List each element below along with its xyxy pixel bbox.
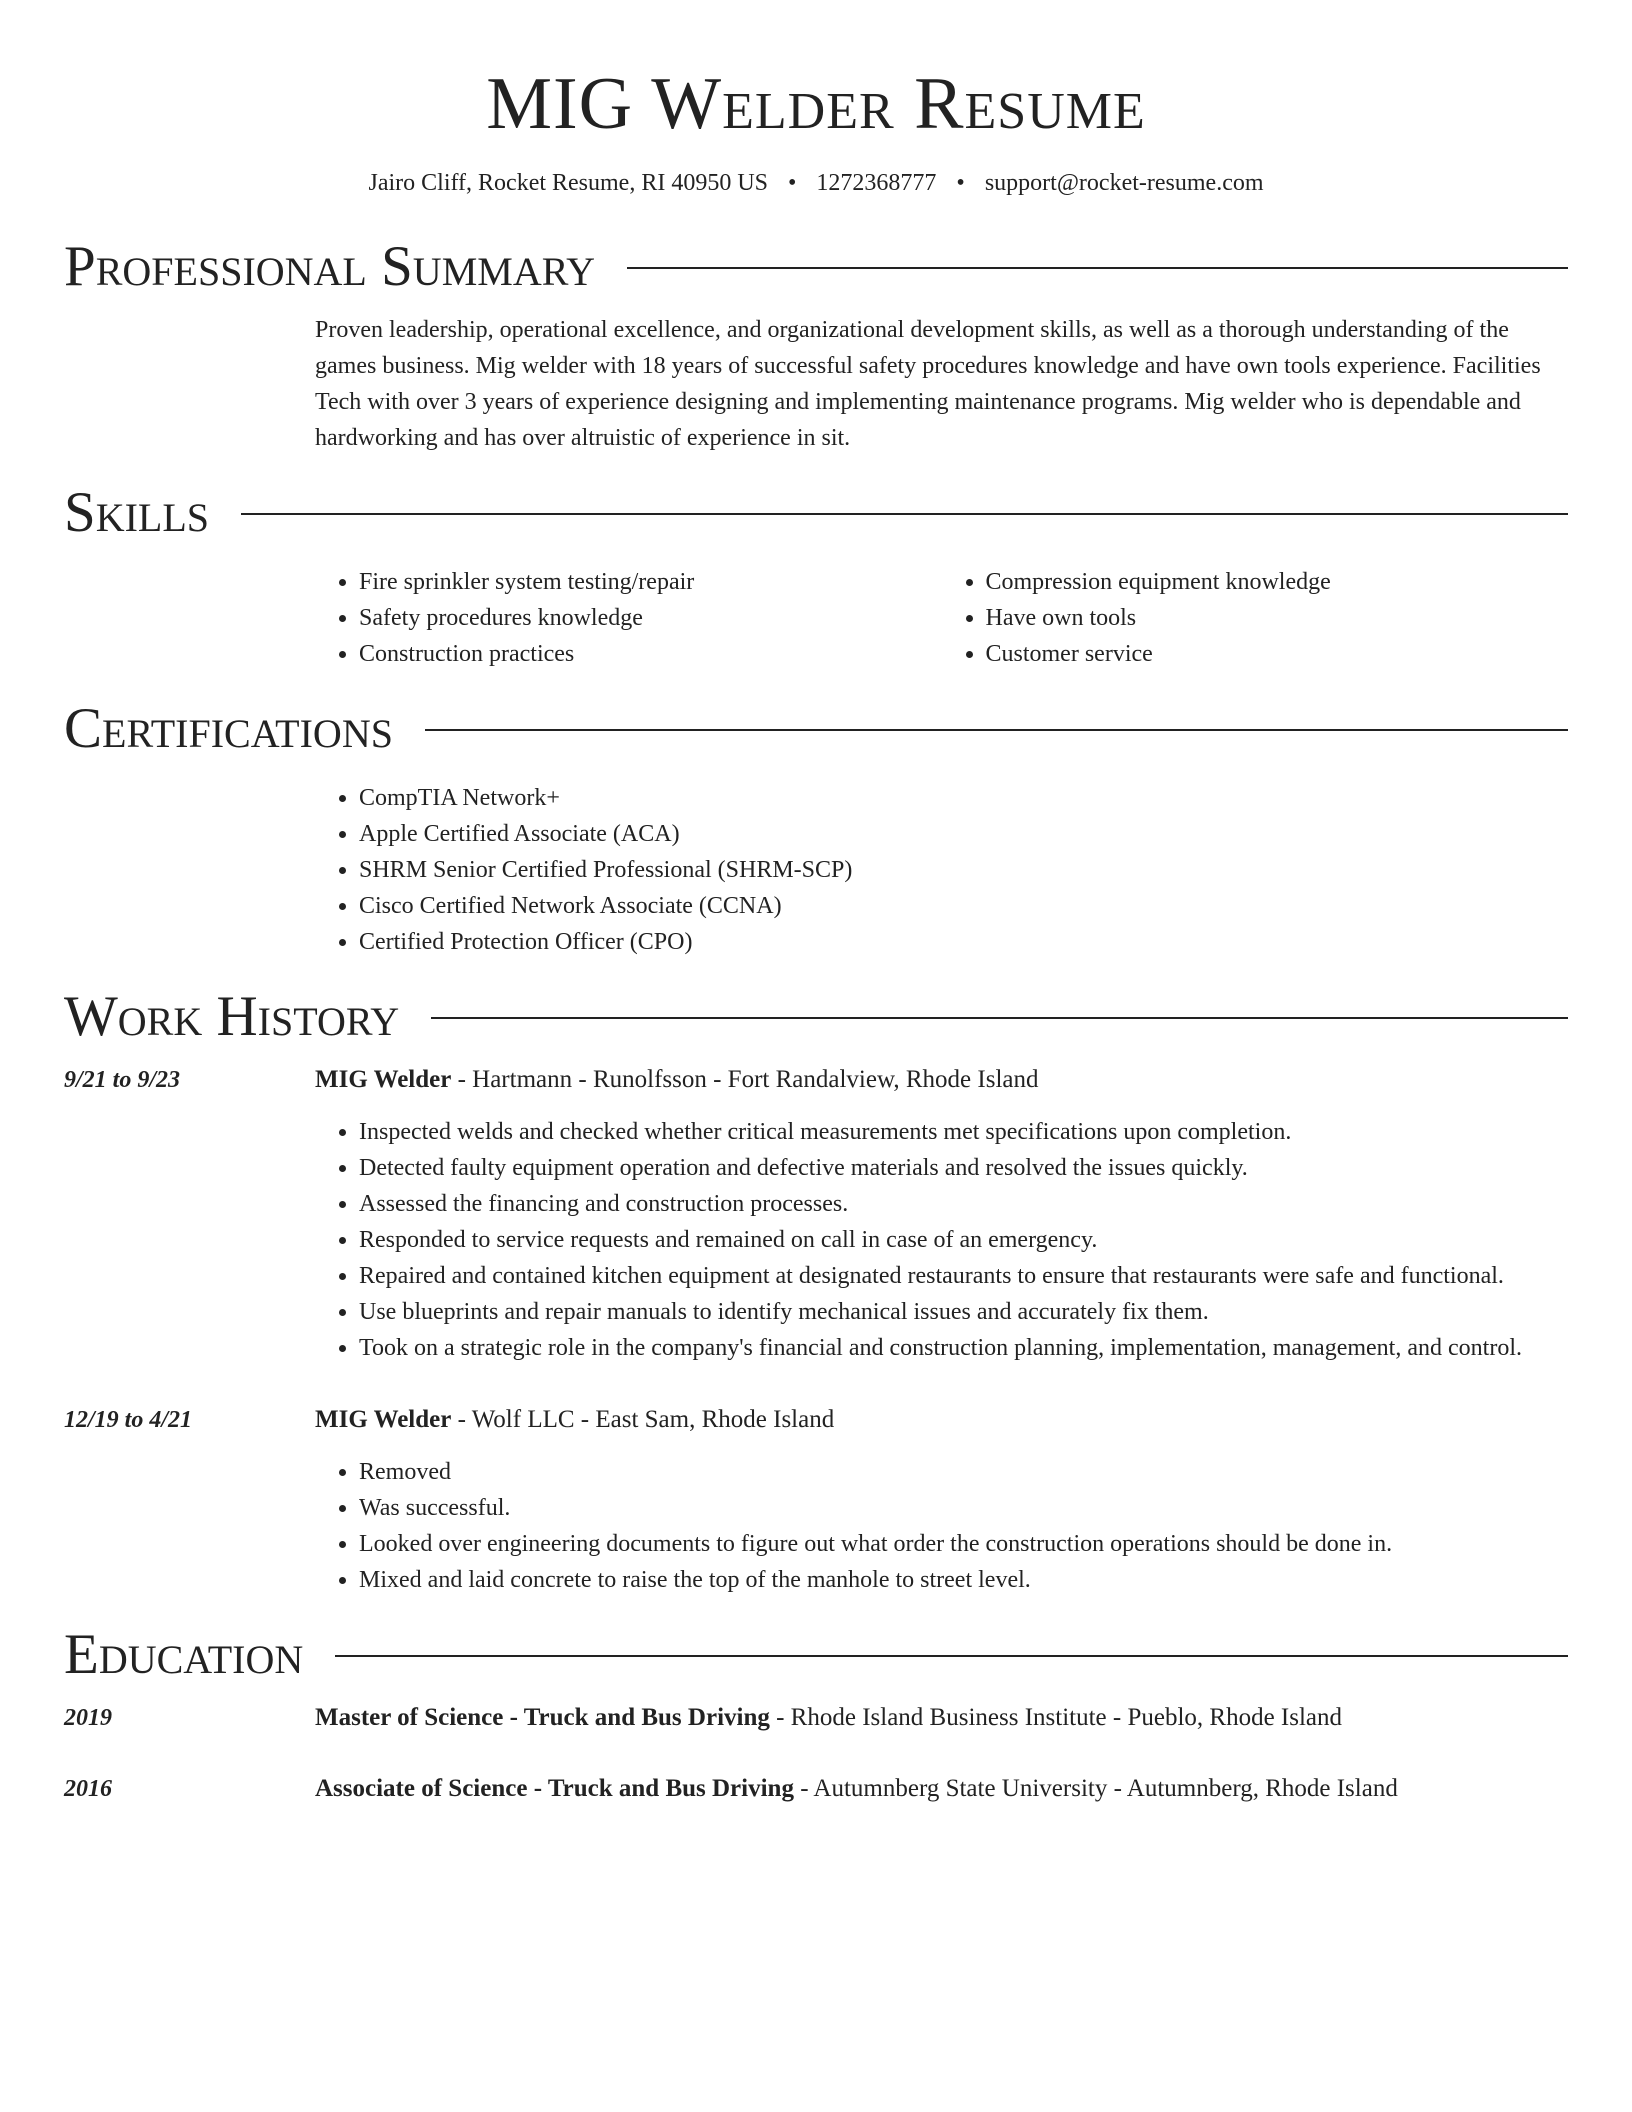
skill-item: • Safety procedures knowledge	[359, 600, 942, 636]
job-details: - Hartmann - Runolfsson - Fort Randalview, Rhode Island	[451, 1066, 1039, 1093]
job-dates: 12/19 to 4/21	[64, 1407, 193, 1433]
section-divider	[241, 513, 1568, 515]
education-title-line	[315, 1700, 1568, 1736]
job-bullet: • Repaired and contained kitchen equipment at designated restaurants to ensure that restaurants were safe and functional.	[359, 1258, 1568, 1294]
section-divider	[627, 267, 1568, 269]
resume-page	[64, 0, 1568, 1807]
skills-list-left	[315, 564, 942, 672]
education-entry	[64, 1771, 1568, 1807]
job-entry	[64, 1402, 1568, 1598]
job-role: MIG Welder	[315, 1406, 452, 1433]
certification-item: • CompTIA Network+	[359, 780, 1568, 816]
job-bullet: • Detected faulty equipment operation and defective materials and resolved the issues quickly.	[359, 1150, 1568, 1186]
job-details: - Wolf LLC - East Sam, Rhode Island	[451, 1406, 835, 1433]
skills-grid	[315, 564, 1568, 672]
summary-section-title: Professional Summary	[64, 235, 596, 298]
job-title-line	[315, 1402, 1568, 1438]
job-bullet: • Removed	[359, 1454, 1568, 1490]
job-entry	[64, 1062, 1568, 1366]
education-degree: Master of Science - Truck and Bus Driving	[315, 1704, 770, 1731]
education-degree: Associate of Science - Truck and Bus Driving	[315, 1775, 794, 1802]
certifications-body	[315, 780, 1568, 960]
education-body	[315, 1700, 1568, 1736]
skill-item: • Construction practices	[359, 636, 942, 672]
education-year: 2016	[64, 1776, 112, 1802]
contact-line	[64, 168, 1568, 198]
job-dates: 9/21 to 9/23	[64, 1067, 181, 1093]
job-bullet: • Responded to service requests and remained on call in case of an emergency.	[359, 1222, 1568, 1258]
education-title-line	[315, 1771, 1568, 1807]
skill-item: • Fire sprinkler system testing/repair	[359, 564, 942, 600]
job-role: MIG Welder	[315, 1066, 452, 1093]
job-bullet: • Took on a strategic role in the company's financial and construction planning, implementation, management, and control.	[359, 1330, 1568, 1366]
skills-body	[315, 564, 1568, 672]
contact-phone: 1272368777	[816, 170, 937, 196]
skills-section-header	[64, 482, 1568, 544]
education-section-title: Education	[64, 1623, 304, 1686]
section-divider	[335, 1655, 1568, 1657]
summary-text: Proven leadership, operational excellence, and organizational development skills, as well as a thorough understanding of the games business. Mig welder with 18 years of successful safety procedures knowledge and have own tools experience. Facilities Tech with over 3 years of experience designing and implementing maintenance programs. Mig welder who is dependable and hardworking and has over altruistic of experience in sit.	[315, 317, 1541, 451]
job-bullet: • Was successful.	[359, 1490, 1568, 1526]
job-bullet: • Mixed and laid concrete to raise the top of the manhole to street level.	[359, 1562, 1568, 1598]
summary-body	[315, 312, 1568, 456]
job-bullet: • Looked over engineering documents to figure out what order the construction operations should be done in.	[359, 1526, 1568, 1562]
job-title-line	[315, 1062, 1568, 1098]
work-section-header	[64, 986, 1568, 1048]
contact-address: Jairo Cliff, Rocket Resume, RI 40950 US	[368, 170, 769, 196]
contact-separator: •	[788, 170, 797, 196]
work-section-title: Work History	[64, 985, 400, 1048]
job-body	[315, 1402, 1568, 1598]
job-bullet: • Use blueprints and repair manuals to identify mechanical issues and accurately fix them.	[359, 1294, 1568, 1330]
education-school: - Rhode Island Business Institute - Pueblo, Rhode Island	[769, 1704, 1343, 1731]
section-divider	[431, 1017, 1568, 1019]
skill-item: • Compression equipment knowledge	[986, 564, 1569, 600]
certification-item: • SHRM Senior Certified Professional (SHRM-SCP)	[359, 852, 1568, 888]
skills-list-right	[942, 564, 1569, 672]
education-year: 2019	[64, 1705, 112, 1731]
certifications-section-header	[64, 698, 1568, 760]
certification-item: • Cisco Certified Network Associate (CCNA)	[359, 888, 1568, 924]
certifications-section-title: Certifications	[64, 697, 393, 760]
education-entry	[64, 1700, 1568, 1736]
job-body	[315, 1062, 1568, 1366]
contact-email: support@rocket-resume.com	[984, 170, 1264, 196]
skill-item: • Have own tools	[986, 600, 1569, 636]
skill-item: • Customer service	[986, 636, 1569, 672]
certification-item: • Apple Certified Associate (ACA)	[359, 816, 1568, 852]
section-divider	[425, 729, 1568, 731]
certification-item: • Certified Protection Officer (CPO)	[359, 924, 1568, 960]
resume-name-heading: MIG Welder Resume	[486, 63, 1146, 145]
certifications-list	[315, 780, 1568, 960]
job-bullets	[315, 1454, 1568, 1598]
education-school: - Autumnberg State University - Autumnberg, Rhode Island	[793, 1775, 1398, 1802]
job-bullet: • Inspected welds and checked whether critical measurements met specifications upon completion.	[359, 1114, 1568, 1150]
skills-section-title: Skills	[64, 481, 210, 544]
education-section-header	[64, 1624, 1568, 1686]
summary-section-header	[64, 236, 1568, 298]
job-bullet: • Assessed the financing and construction processes.	[359, 1186, 1568, 1222]
contact-separator: •	[956, 170, 965, 196]
education-body	[315, 1771, 1568, 1807]
job-bullets	[315, 1114, 1568, 1366]
